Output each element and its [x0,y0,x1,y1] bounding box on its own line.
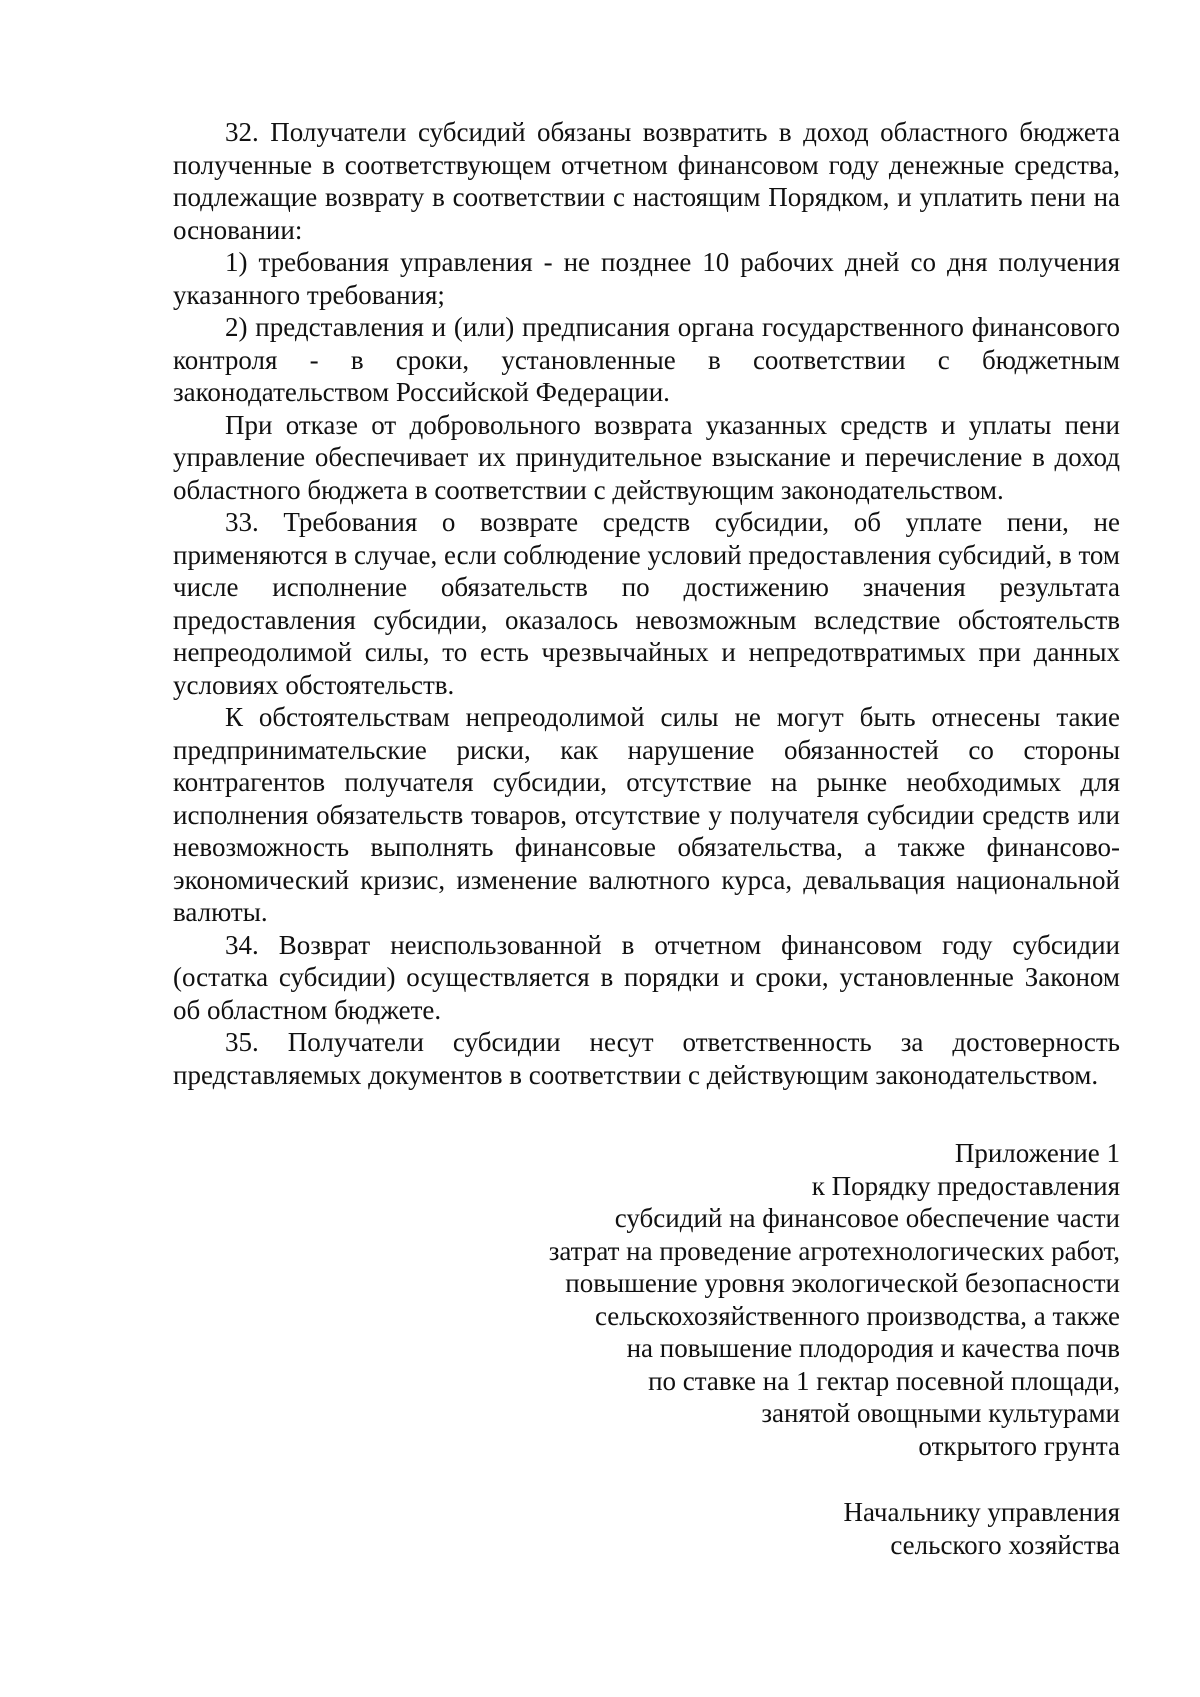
appendix-line: занятой овощными культурами [761,1398,1120,1428]
paragraph-32-item-1: 1) требования управления - не позднее 10 рабочих дней со дня получения указанного требования; [173,247,1120,310]
addressee-block [173,1496,1120,1561]
appendix-line: на повышение плодородия и качества почв [626,1333,1120,1363]
appendix-line: затрат на проведение агротехнологических работ, [548,1235,1120,1266]
paragraph-force-majeure: К обстоятельствам непреодолимой силы не могут быть отнесены такие предпринимательские риски, как нарушение обязанностей со стороны контрагентов получателя субсидии, отсутствие на рынке необходимых для исполнения обязательств товаров, отсутствие у получателя субсидии средств или невозможность выполнять финансовые обязательства, а также финансово-экономический кризис, изменение валютного курса, девальвация национальной валюты. [173,702,1120,927]
appendix-heading [173,1137,1120,1462]
paragraph-34: 34. Возврат неиспользованной в отчетном финансовом году субсидии (остатка субсидии) осуществляется в порядки и сроки, установленные Законом об областном бюджете. [173,929,1120,1025]
appendix-line: субсидий на финансовое обеспечение части [614,1203,1120,1233]
appendix-line: Приложение 1 [954,1138,1120,1168]
appendix-line: по ставке на 1 гектар посевной площади, [648,1365,1120,1396]
addressee-line: сельского хозяйства [890,1529,1120,1560]
appendix-line: открытого грунта [918,1430,1120,1461]
paragraph-32-item-2: 2) представления и (или) предписания органа государственного финансового контроля - в сроки, установленные в соответствии с бюджетным законодательством Российской Федерации. [173,312,1120,407]
document-body [173,116,1120,1091]
paragraph-refusal: При отказе от добровольного возврата указанных средств и уплаты пени управление обеспечивает их принудительное взыскание и перечисление в доход областного бюджета в соответствии с действующим законодательством. [173,409,1120,505]
document-page [173,116,1120,1561]
paragraph-33: 33. Требования о возврате средств субсидии, об уплате пени, не применяются в случае, если соблюдение условий предоставления субсидий, в том числе исполнение обязательств по достижению значения результата предоставления субсидии, оказалось невозможным вследствие обстоятельств непреодолимой силы, то есть чрезвычайных и непредотвратимых при данных условиях обстоятельств. [173,507,1120,700]
appendix-line: повышение уровня экологической безопасности [565,1268,1120,1298]
paragraph-32: 32. Получатели субсидий обязаны возвратить в доход областного бюджета полученные в соответствующем отчетном финансовом году денежные средства, подлежащие возврату в соответствии с настоящим Порядком, и уплатить пени на основании: [173,117,1120,245]
addressee-line: Начальнику управления [843,1497,1120,1527]
appendix-line: сельскохозяйственного производства, а также [594,1300,1120,1331]
appendix-line: к Порядку предоставления [811,1170,1120,1201]
paragraph-35: 35. Получатели субсидии несут ответственность за достоверность представляемых документов в соответствии с действующим законодательством. [173,1027,1120,1090]
